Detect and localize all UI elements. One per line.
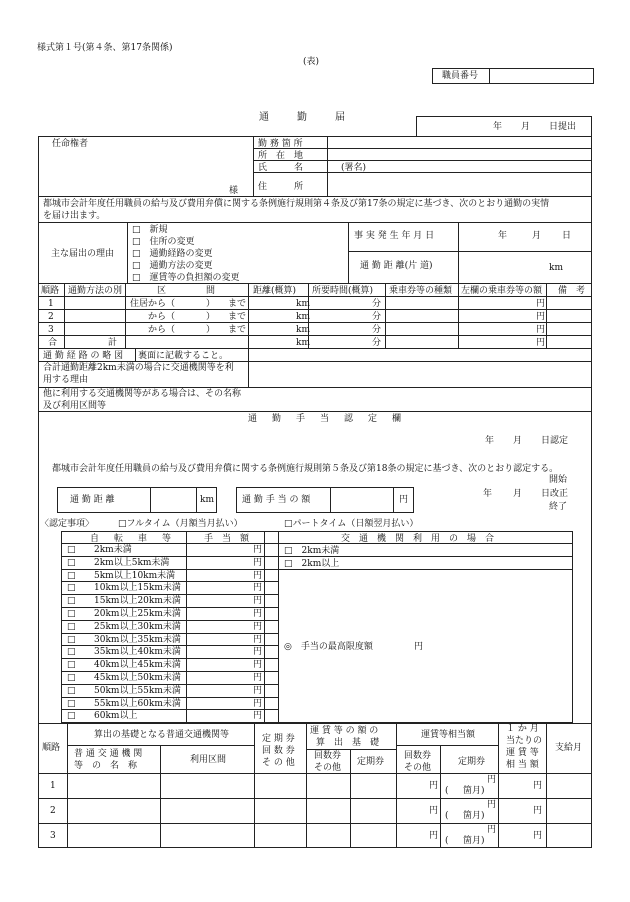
- calc-row-months-close: 箇月): [463, 836, 485, 846]
- fulltime-checkbox[interactable]: □フルタイム（月額当月払い）: [118, 519, 243, 529]
- calc-row-coupon-yen: 円: [429, 781, 439, 791]
- bike-row-label: 60km以上: [94, 711, 138, 721]
- calc-row-pass-yen: 円: [487, 800, 497, 810]
- bike-row-checkbox[interactable]: □: [67, 622, 76, 632]
- calc-row-no: 2: [50, 806, 56, 816]
- reason-label: 主な届出の理由: [51, 249, 115, 259]
- bike-row-checkbox[interactable]: □: [67, 545, 76, 555]
- route-row-2-no: 2: [48, 312, 54, 322]
- calc-row-coupon-yen: 円: [429, 806, 439, 816]
- bike-row-divider: [61, 684, 278, 685]
- calc-row-months-open: (: [445, 836, 449, 846]
- address-field[interactable]: [330, 176, 590, 194]
- bike-row-divider: [61, 556, 278, 557]
- calc-row-no: 1: [50, 781, 56, 791]
- other-transport-label: 他に利用する交通機関等がある場合は、その名称: [43, 389, 242, 399]
- cert-matters-label: 〈認定事項〉: [40, 519, 95, 529]
- calc-row-no: 3: [50, 831, 56, 841]
- bike-row-divider: [61, 633, 278, 634]
- route-row-3-no: 3: [48, 325, 54, 335]
- form-title: 通 勤 届: [259, 112, 354, 123]
- bike-row-divider: [61, 581, 278, 582]
- bike-row-checkbox[interactable]: □: [67, 647, 76, 657]
- reason-option-new[interactable]: □ 新規: [132, 225, 168, 235]
- cert-title: 通 勤 手 当 認 定 欄: [248, 414, 405, 424]
- calc-row-pass-yen: 円: [487, 825, 497, 835]
- bike-row-checkbox[interactable]: □: [67, 571, 76, 581]
- transit-max-label: ◎ 手当の最高限度額: [284, 642, 373, 652]
- bike-row-divider: [61, 645, 278, 646]
- appointer-label: 任命権者: [52, 139, 89, 149]
- bike-row-unit: 円: [253, 699, 263, 709]
- bike-row-divider: [61, 607, 278, 608]
- bike-row-unit: 円: [253, 609, 263, 619]
- calc-row-monthly-yen: 円: [533, 781, 543, 791]
- bike-row-checkbox[interactable]: □: [67, 711, 76, 721]
- transit-row-under-2km[interactable]: □ 2km未満: [284, 546, 340, 556]
- notice-text-line1: 都城市会計年度任用職員の給与及び費用弁償に関する条例施行規則第４条及び第17条の規定に基づき、次のとおり通勤の実情: [43, 199, 550, 209]
- location-field[interactable]: [330, 152, 590, 160]
- bike-row-unit: 円: [253, 571, 263, 581]
- bike-row-label: 20km以上25km未満: [94, 609, 181, 619]
- under-2km-reason-label: 合計通勤距離2km未満の場合に交通機関等を利: [43, 363, 234, 373]
- fact-date-label: 事 実 発 生 年 月 日: [354, 231, 435, 241]
- form-number: 様式第１号(第４条、第17条関係): [37, 43, 173, 53]
- bike-row-unit: 円: [253, 686, 263, 696]
- bike-row-checkbox[interactable]: □: [67, 686, 76, 696]
- calc-row-months-open: (: [445, 811, 449, 821]
- reason-option-address[interactable]: □ 住所の変更: [132, 237, 195, 247]
- bike-row-unit: 円: [253, 583, 263, 593]
- bike-row-label: 55km以上60km未満: [94, 699, 181, 709]
- bike-row-label: 50km以上55km未満: [94, 686, 181, 696]
- bike-row-divider: [61, 709, 278, 710]
- office-field[interactable]: [330, 140, 590, 148]
- bike-row-divider: [61, 620, 278, 621]
- bike-row-label: 35km以上40km未満: [94, 647, 181, 657]
- bike-row-unit: 円: [253, 545, 263, 555]
- bike-row-checkbox[interactable]: □: [67, 558, 76, 568]
- name-label: 氏 名: [258, 163, 304, 173]
- notice-text-line2: を届け出ます。: [43, 211, 106, 221]
- bike-row-unit: 円: [253, 558, 263, 568]
- route-row-1-no: 1: [48, 299, 54, 309]
- bike-row-checkbox[interactable]: □: [67, 660, 76, 670]
- location-label: 所 在 地: [258, 151, 304, 161]
- bike-row-divider: [61, 658, 278, 659]
- parttime-checkbox[interactable]: □パートタイム（日額翌月払い）: [284, 519, 419, 529]
- bike-row-label: 25km以上30km未満: [94, 622, 181, 632]
- office-label: 勤 務 箇 所: [258, 139, 303, 149]
- transit-row-2km-plus[interactable]: □ 2km以上: [284, 559, 340, 569]
- bike-row-label: 40km以上45km未満: [94, 660, 181, 670]
- bike-row-unit: 円: [253, 647, 263, 657]
- address-label: 住 所: [258, 182, 304, 192]
- calc-row-months-open: (: [445, 786, 449, 796]
- bike-row-label: 30km以上35km未満: [94, 635, 181, 645]
- bike-row-checkbox[interactable]: □: [67, 673, 76, 683]
- reason-option-method[interactable]: □ 通勤方法の変更: [132, 261, 213, 271]
- bike-row-unit: 円: [253, 673, 263, 683]
- total-label-a: 合: [48, 338, 58, 348]
- bike-row-checkbox[interactable]: □: [67, 596, 76, 606]
- bike-row-label: 10km以上15km未満: [94, 583, 181, 593]
- bike-row-label: 15km以上20km未満: [94, 596, 181, 606]
- calc-row-months-close: 箇月): [463, 786, 485, 796]
- distance-oneway-label: 通 勤 距 離(片 道): [360, 261, 433, 271]
- route-map-note: 裏面に記載すること。: [138, 351, 229, 361]
- bike-row-label: 5km以上10km未満: [94, 571, 176, 581]
- bike-row-checkbox[interactable]: □: [67, 699, 76, 709]
- name-field[interactable]: [380, 164, 590, 172]
- bike-row-unit: 円: [253, 635, 263, 645]
- bike-row-divider: [61, 569, 278, 570]
- calc-row-coupon-yen: 円: [429, 831, 439, 841]
- appointer-honorific: 様: [229, 186, 239, 196]
- cert-allowance-field[interactable]: [333, 493, 391, 509]
- route-map-label: 通 勤 経 路 の 略 図: [43, 351, 124, 361]
- bike-row-label: 2km未満: [94, 545, 132, 555]
- signature-label: (署名): [341, 163, 367, 173]
- calc-row-months-close: 箇月): [463, 811, 485, 821]
- reason-option-route[interactable]: □ 通勤経路の変更: [132, 249, 213, 259]
- bike-row-divider: [61, 697, 278, 698]
- calc-row-monthly-yen: 円: [533, 806, 543, 816]
- bike-row-checkbox[interactable]: □: [67, 583, 76, 593]
- calc-row-pass-yen: 円: [487, 775, 497, 785]
- bike-row-checkbox[interactable]: □: [67, 609, 76, 619]
- bike-row-unit: 円: [253, 711, 263, 721]
- cert-text: 都城市会計年度任用職員の給与及び費用弁償に関する条例施行規則第５条及び第18条の規定に基づき、次のとおり認定する。: [52, 464, 559, 474]
- staff-number-label: 職員番号: [442, 71, 479, 81]
- total-label-b: 計: [108, 338, 118, 348]
- bike-row-divider: [61, 594, 278, 595]
- form-side-label: (表): [303, 57, 320, 67]
- cert-distance-field[interactable]: [153, 493, 195, 509]
- calc-row-monthly-yen: 円: [533, 831, 543, 841]
- bike-row-unit: 円: [253, 660, 263, 670]
- bike-row-unit: 円: [253, 596, 263, 606]
- bike-row-label: 2km以上5km未満: [94, 558, 170, 568]
- bike-row-checkbox[interactable]: □: [67, 635, 76, 645]
- reason-option-fare[interactable]: □ 運賃等の負担額の変更: [132, 273, 240, 283]
- bike-row-unit: 円: [253, 622, 263, 632]
- bike-row-divider: [61, 671, 278, 672]
- bike-row-label: 45km以上50km未満: [94, 673, 181, 683]
